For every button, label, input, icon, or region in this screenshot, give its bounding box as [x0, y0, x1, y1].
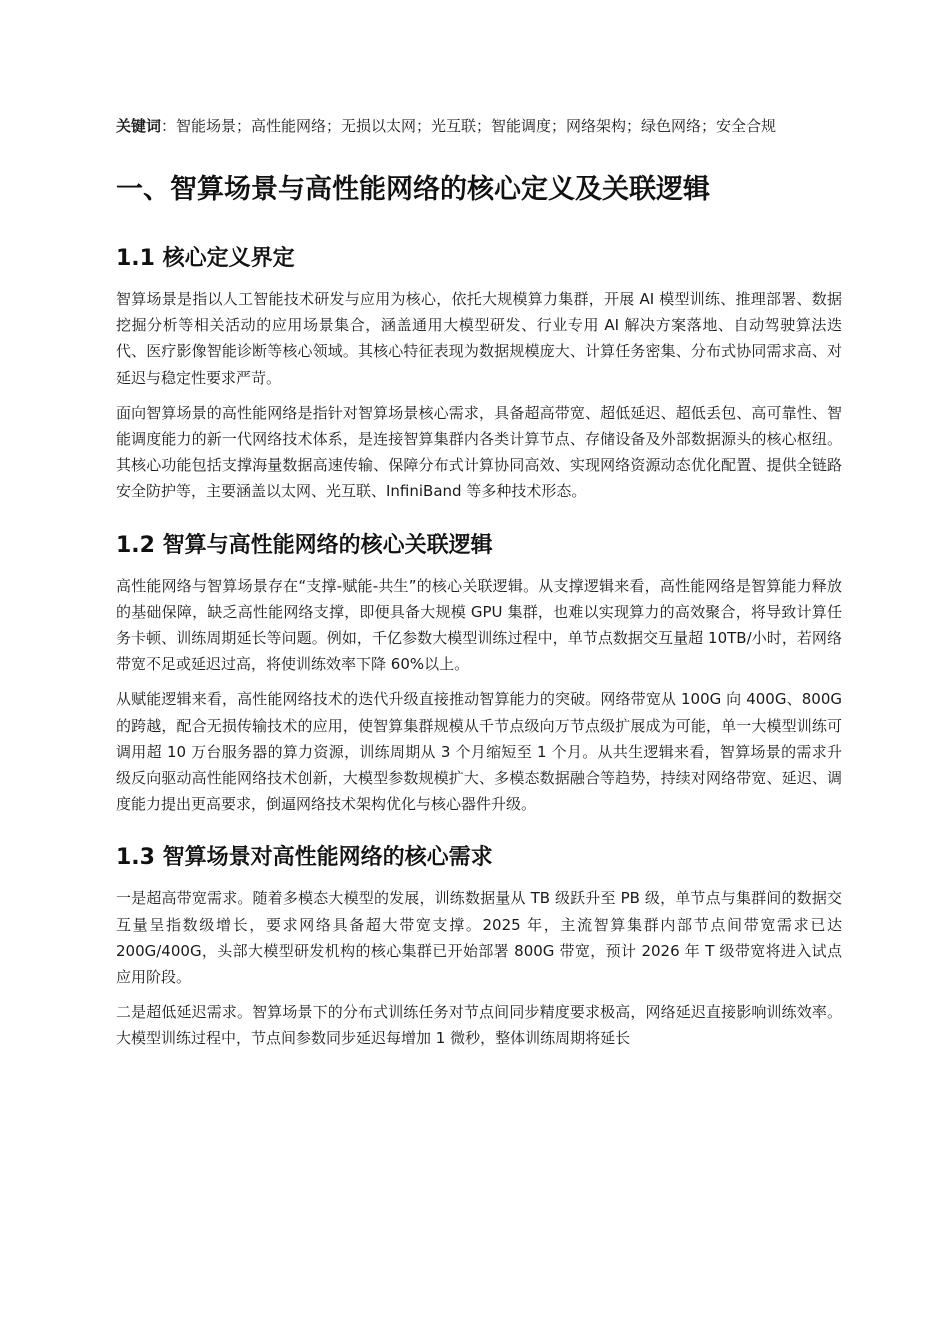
paragraph: 一是超高带宽需求。随着多模态大模型的发展，训练数据量从 TB 级跃升至 PB 级，单节点与集群间的数据交互量呈指数级增长，要求网络具备超大带宽支撑。2025 年，主流智算集群内部节点间带宽需求已达 200G/400G，头部大模型研发机构的核心集群已开始部署 800G 带宽，预计 2026 年 T 级带宽将进入试点应用阶段。: [116, 889, 842, 987]
paragraph: 面向智算场景的高性能网络是指针对智算场景核心需求，具备超高带宽、超低延迟、超低丢包、高可靠性、智能调度能力的新一代网络技术体系，是连接智算集群内各类计算节点、存储设备及外部数据源头的核心枢纽。其核心功能包括支撑海量数据高速传输、保障分布式计算协同高效、实现网络资源动态优化配置、提供全链路安全防护等，主要涵盖以太网、光互联、InfiniBand 等多种技术形态。: [116, 403, 842, 501]
keywords-label: 关键词: [116, 117, 162, 135]
paragraph: 从赋能逻辑来看，高性能网络技术的迭代升级直接推动智算能力的突破。网络带宽从 100G 向 400G、800G 的跨越，配合无损传输技术的应用，使智算集群规模从千节点级向万节点级扩展成为可能，单一大模型训练可调用超 10 万台服务器的算力资源，训练周期从 3 个月缩短至 1 个月。从共生逻辑来看，智算场景的需求升级反向驱动高性能网络技术创新，大模型参数规模扩大、多模态数据融合等趋势，持续对网络带宽、延迟、调度能力提出更高要求，倒逼网络技术架构优化与核心器件升级。: [116, 690, 842, 814]
paragraph: 智算场景是指以人工智能技术研发与应用为核心，依托大规模算力集群，开展 AI 模型训练、推理部署、数据挖掘分析等相关活动的应用场景集合，涵盖通用大模型研发、行业专用 AI 解决方案落地、自动驾驶算法迭代、医疗影像智能诊断等核心领域。其核心特征表现为数据规模庞大、计算任务密集、分布式协同需求高、对延迟与稳定性要求严苛。: [116, 290, 842, 387]
keywords-line: [116, 112, 842, 140]
section-1-2: [116, 529, 842, 818]
document-page: [116, 112, 842, 1061]
section-title: 1.1 核心定义界定: [116, 246, 295, 271]
section-title: 1.2 智算与高性能网络的核心关联逻辑: [116, 532, 493, 558]
paragraph: 二是超低延迟需求。智算场景下的分布式训练任务对节点间同步精度要求极高，网络延迟直接影响训练效率。大模型训练过程中，节点间参数同步延迟每增加 1 微秒，整体训练周期将延长: [116, 1003, 842, 1048]
section-1-1: [116, 242, 842, 505]
section-title: 1.3 智算场景对高性能网络的核心需求: [116, 845, 493, 871]
paragraph: 高性能网络与智算场景存在“支撑-赋能-共生”的核心关联逻辑。从支撑逻辑来看，高性能网络是智算能力释放的基础保障，缺乏高性能网络支撑，即便具备大规模 GPU 集群，也难以实现算力的高效聚合，将导致计算任务卡顿、训练周期延长等问题。例如，千亿参数大模型训练过程中，单节点数据交互量超 10TB/小时，若网络带宽不足或延迟过高，将使训练效率下降 60%以上。: [116, 576, 842, 674]
section-1-3: [116, 841, 842, 1051]
keywords-text: ：智能场景；高性能网络；无损以太网；光互联；智能调度；网络架构；绿色网络；安全合规: [161, 117, 777, 135]
chapter-heading: 一、智算场景与高性能网络的核心定义及关联逻辑: [116, 174, 710, 205]
